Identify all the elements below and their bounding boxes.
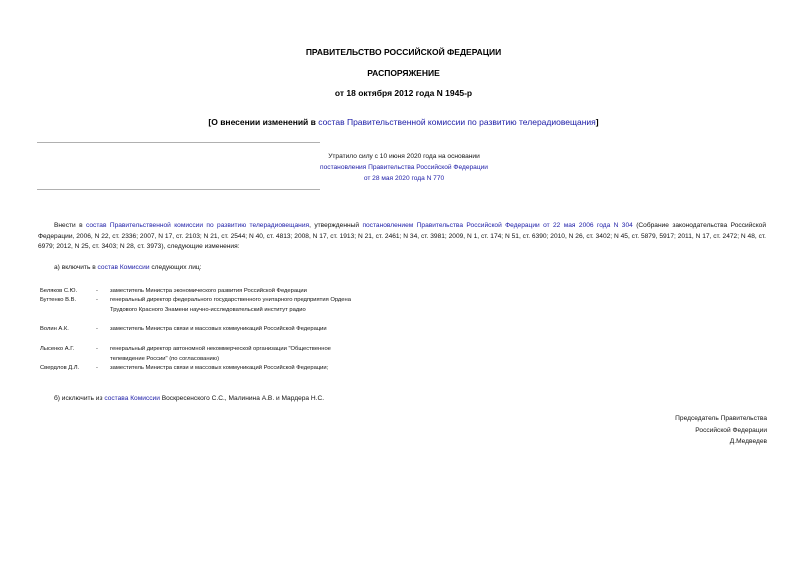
member-dash: -	[96, 288, 98, 294]
exclude-text-1: б) исключить из	[54, 395, 105, 402]
signature-name: Д.Медведев	[729, 438, 767, 445]
intro-link-decree[interactable]: постановлением Правительства Российской Федерации от 22 мая 2006 года N 304	[362, 222, 633, 229]
intro-text-2: , утвержденный	[309, 222, 363, 229]
subject-link[interactable]: состав Правительственной комиссии по развитию телерадиовещания	[318, 117, 596, 127]
document-date-number: от 18 октября 2012 года N 1945-р	[334, 88, 473, 98]
include-text-1: а) включить в	[54, 264, 98, 271]
member-dash: -	[96, 297, 98, 303]
government-title: ПРАВИТЕЛЬСТВО РОССИЙСКОЙ ФЕДЕРАЦИИ	[305, 47, 502, 57]
subject-prefix: [О внесении изменений в	[208, 117, 319, 127]
include-text-2: следующих лиц:	[149, 264, 202, 271]
exclude-paragraph	[54, 394, 324, 404]
member-position: заместитель Министра связи и массовых коммуникаций Российской Федерации;	[110, 365, 329, 371]
document-type: РАСПОРЯЖЕНИЕ	[367, 68, 440, 78]
divider-top	[37, 142, 320, 143]
signature-country: Российской Федерации	[695, 426, 767, 434]
include-paragraph	[54, 263, 201, 273]
exclude-text-2: Воскресенского С.С., Малинина А.В. и Мардера Н.С.	[159, 395, 325, 402]
intro-text-1: Внести в	[54, 222, 86, 229]
status-note-text: Утратило силу с 10 июня 2020 года на основании	[328, 153, 480, 160]
member-position: генеральный директор автономной некоммерческой организации "Общественное телевидение России" (по согласованию)	[110, 346, 331, 362]
member-name: Волин А.К.	[40, 326, 69, 332]
member-position: генеральный директор федерального государственного унитарного предприятия Ордена Трудового Красного Знамени научно-исследовательский институт радио	[110, 297, 351, 313]
signature-block	[675, 413, 767, 448]
include-link[interactable]: состав Комиссии	[97, 264, 150, 271]
intro-link-commission[interactable]: состав Правительственной комиссии по развитию телерадиовещания	[86, 222, 310, 229]
member-name: Лысенко А.Г.	[40, 346, 75, 352]
intro-text-3: (Собрание законодательства Российской Федерации, 2006, N 22, ст. 2336; 2007, N 17, ст. 2103; N 21, ст. 2544; N 40, ст. 4813; 2008, N 17, ст. 1913; N 21, ст. 2461; N 34, ст. 3981; 2009, N 1, ст. 174; N 51, ст. 6390; 2010, N 26, ст. 3402; N 45, ст. 5879, 5917; 2011, N 17, ст. 2472; N 48, ст. 6979; 2012, N 25, ст. 3403; N 28, ст. 3973), следующие изменения:	[38, 222, 766, 250]
member-position: заместитель Министра связи и массовых коммуникаций Российской Федерации	[110, 326, 327, 332]
member-position: заместитель Министра экономического развития Российской Федерации	[110, 288, 307, 294]
document-subject	[0, 117, 807, 127]
exclude-link[interactable]: состава Комиссии	[104, 395, 160, 402]
member-dash: -	[96, 346, 98, 352]
member-name: Бугтенко В.В.	[40, 297, 77, 303]
status-note-link-decree[interactable]: постановления Правительства Российской Федерации	[320, 164, 488, 171]
status-note-link-date[interactable]: от 28 мая 2020 года N 770	[363, 175, 445, 182]
member-name: Беляков С.Ю.	[40, 288, 78, 294]
member-dash: -	[96, 365, 98, 371]
divider-bottom	[37, 189, 320, 190]
signature-title: Председатель Правительства	[675, 415, 767, 422]
intro-paragraph	[38, 221, 766, 253]
member-dash: -	[96, 326, 98, 332]
subject-suffix: ]	[595, 117, 599, 127]
status-note	[292, 151, 516, 184]
member-name: Свердлов Д.Л.	[40, 365, 80, 371]
